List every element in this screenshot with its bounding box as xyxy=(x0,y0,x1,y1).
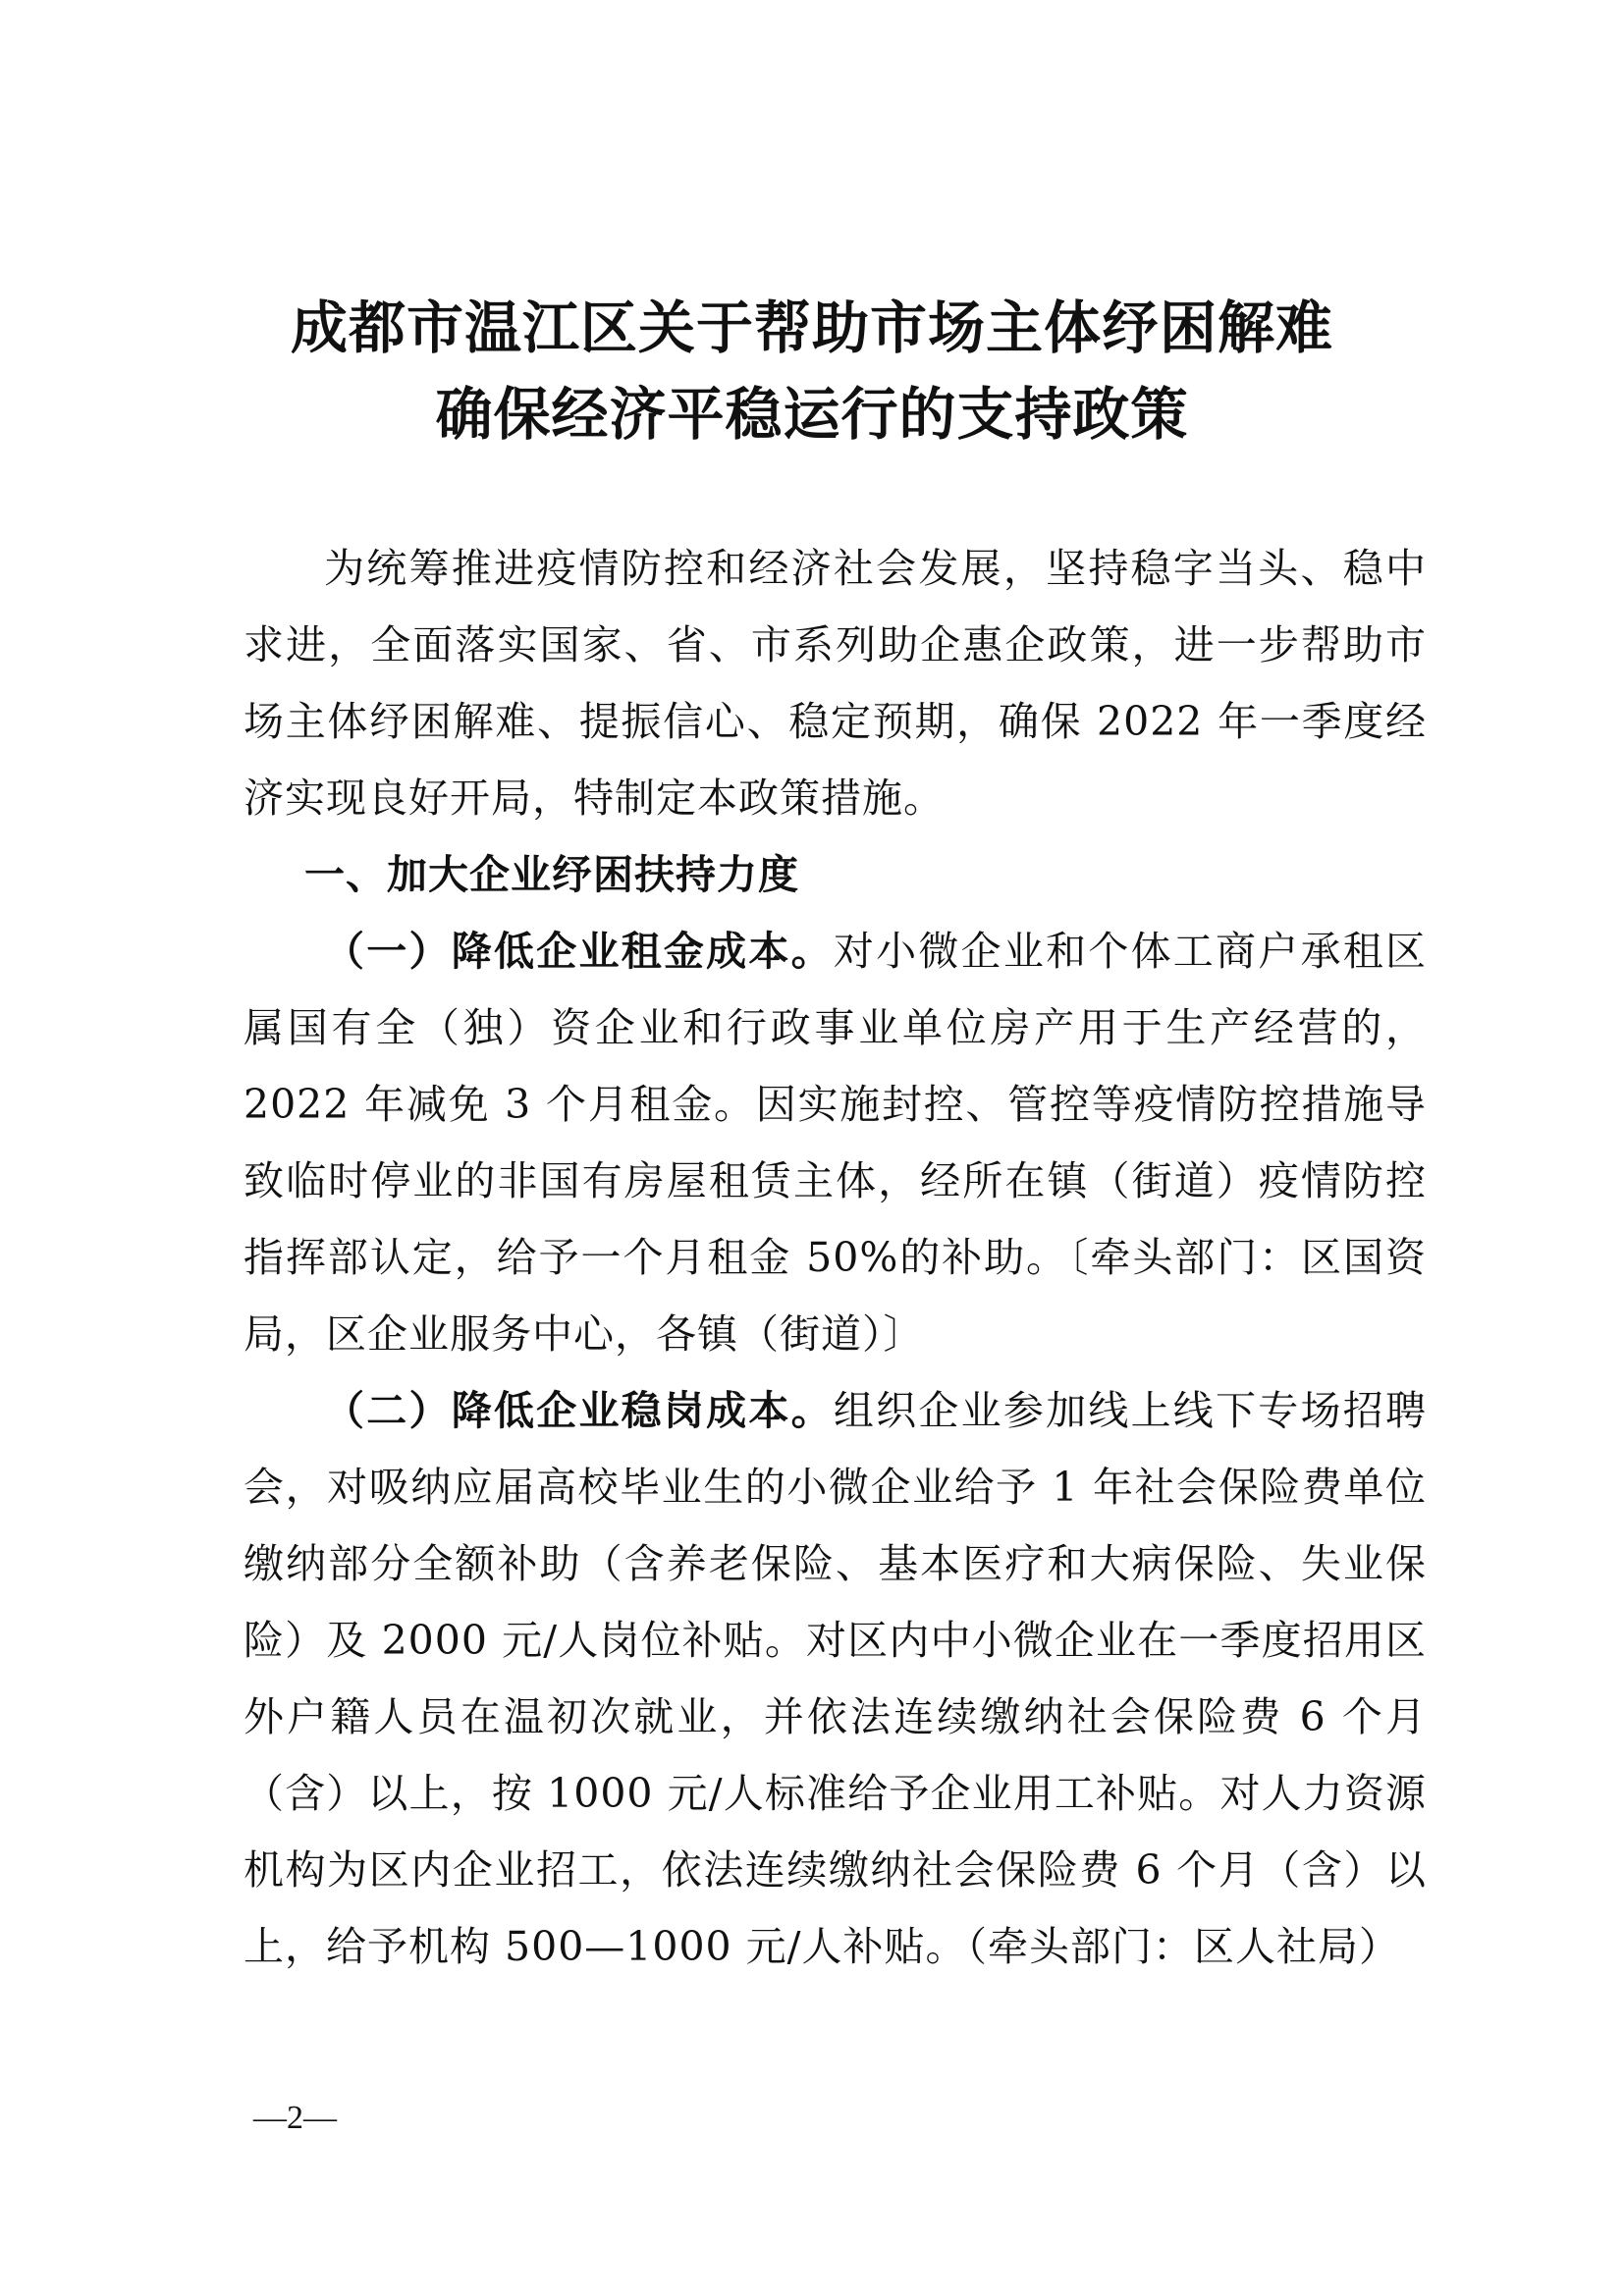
section-heading-1: 一、加大企业纾困扶持力度 xyxy=(304,851,799,898)
title-line-1: 成都市温江区关于帮助市场主体纾困解难 xyxy=(290,294,1333,361)
item-body-1: 对小微企业和个体工商户承租区属国有全（独）资企业和行政事业单位房产用于生产经营的，2022 年减免 3 个月租金。因实施封控、管控等疫情防控措施导致临时停业的非国有房屋租赁主体，经所在镇（街道）疫情防控指挥部认定，给予一个月租金 50%的补助。〔牵头部门：区国资局，区企业服务中心，各镇（街道）〕 xyxy=(244,928,1428,1358)
item-heading-1: （一）降低企业租金成本。 xyxy=(324,928,834,975)
item-body-2: 组织企业参加线上线下专场招聘会，对吸纳应届高校毕业生的小微企业给予 1 年社会保险费单位缴纳部分全额补助（含养老保险、基本医疗和大病保险、失业保险）及 2000 元/人岗位补贴。对区内中小微企业在一季度招用区外户籍人员在温初次就业，并依法连续缴纳社会保险费 6 个月（含）以上，按 1000 元/人标准给予企业用工补贴。对人力资源机构为区内企业招工，依法连续缴纳社会保险费 6 个月（含）以上，给予机构 500—1000 元/人补贴。（牵头部门：区人社局） xyxy=(244,1387,1428,1970)
intro-paragraph: 为统筹推进疫情防控和经济社会发展，坚持稳字当头、稳中求进，全面落实国家、省、市系列助企惠企政策，进一步帮助市场主体纾困解难、提振信心、稳定预期，确保 2022 年一季度经济实现良好开局，特制定本政策措施。 xyxy=(244,545,1427,822)
document-title xyxy=(0,285,1624,457)
title-line-2: 确保经济平稳运行的支持政策 xyxy=(435,381,1189,448)
item-heading-2: （二）降低企业稳岗成本。 xyxy=(324,1387,834,1434)
item-paragraph-1 xyxy=(244,913,1427,1372)
item-paragraph-2 xyxy=(244,1372,1427,1985)
document-body xyxy=(244,530,1427,1985)
page-number: —2— xyxy=(253,2100,337,2136)
